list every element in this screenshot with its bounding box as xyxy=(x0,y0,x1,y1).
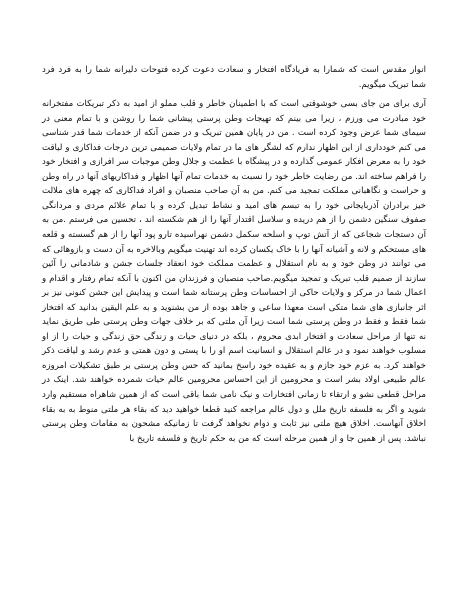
paragraph-opening: انوار مقدس است که شمارا به فریادگاه افتخار و سعادت دعوت کرده فتوحات دلیرانه شما را به فرد فرد شما تبریک میگویم. xyxy=(42,65,426,90)
document-body xyxy=(42,63,426,446)
paragraph-main: آری برای من جای بسی خوشوقتی است که با اطمینان خاطر و قلب مملو از امید به ذکر تبریکات مفتخرانه خود مبادرت می ورزم ، زیرا می بینم که تهیجات وطن پرستی پیشانی شما را روشن و با تمام معنی در سیمای شما عرض وجود کرده است . من در پایان همین تبریک و در ضمن آنکه از خدمات شما قدر شناسی می کنم خودداری از این اظهار ندارم که لشگر های ما در تمام ولایات صمیمی ترین درجات فداکاری و لیاقت خود را به معرض افکار عمومی گذارده و در پیشگاه با عظمت و جلال وطن موجبات سر افرازی و افتخار خود را فراهم ساخته اند. من رضایت خاطر خود را نسبت به خدمات تمام آنها اظهار و فداکاریهای آنها در راه وطن و حراست و نگاهبانی مملکت تمجید می کنم. من به آن صاحب منصبان و افراد فداکاری که چهره های ملالت خیز برادران آذربایجانی خود را به تبسم های امید و نشاط تبدیل کرده و با تمام علائم مردی و مردانگی صفوف سنگین دشمن را از هم دریده و سلاسل اقتدار آنها را از هم شکسته اند ، تحسین می فرستم .من به آن دستجات شجاعی که از آتش توپ و اسلحه سکمل دشمن نهراسیده تارو پود آنها را از هم گسسته و قلعه های مستحکم و لانه و آشیانه آنها را با خاک یکسان کرده اند تهنیت میگویم وبالاخره به آن دست و بازوهائی که می توانند در وطن خود و به نام استقلال و عظمت مملکت خود انعقاد جلسات جشن و شادمانی را آئین سازند از صمیم قلب تبریک و تمجید میگویم.صاحب منصبان و فرزندان من اکنون با آنکه تمام رفتار و اقدام و اعمال شما در مرکز و ولایات حاکی از احساسات وطن پرستانه شما است و پیدایش این جشن کنونی نیز بر اثر جانبازی های شما متکی است معهذا ساعی و جاهد بوده از من بشنوید و به علم الیقین بدانید که افتخار شما فقط و فقط در وطن پرستی شما است زیرا آن ملتی که بر خلاف جهات وطن پرستی طی طریق نماید نه تنها از مراحل سعادت و افتخار ابدی محروم ، بلکه در دنیای حیات و زندگی حق زندگی و حیات را از او مسلوب خواهند نمود و در عالم استقلال و انسانیت اسم او را با پستی و دون همتی و عدم رشد و لیاقت ذکر خواهند کرد. به عزم خود جازم و به عقیده خود راسخ بمانید که حس وطن پرستی بر طبق تشکیلات امروزه عالم طبیعی اولاد بشر است و محرومین از این احساس محرومین عالم حیات شمرده خواهند شد. اینک در مراحل قطعی نشو و ارتقاء تا زمانی افتخارات و نیک نامی شما باقی است که از همین شاهراه مستقیم وارد شوید و اگر به فلسفه تاریخ ملل و دول عالم مراجعه کنید قطعا خواهید دید که بقاء هر ملتی منوط به به بقاء اخلاق آنهاست. اخلاق هیچ ملتی نیز ثابت و دوام نخواهد گرفت تا زمانیکه مشحون به مقامات وطن پرستی نباشد. پس از همین جا و از همین مرحله است که من به حکم تاریخ و فلسفه تاریخ با xyxy=(42,99,426,444)
